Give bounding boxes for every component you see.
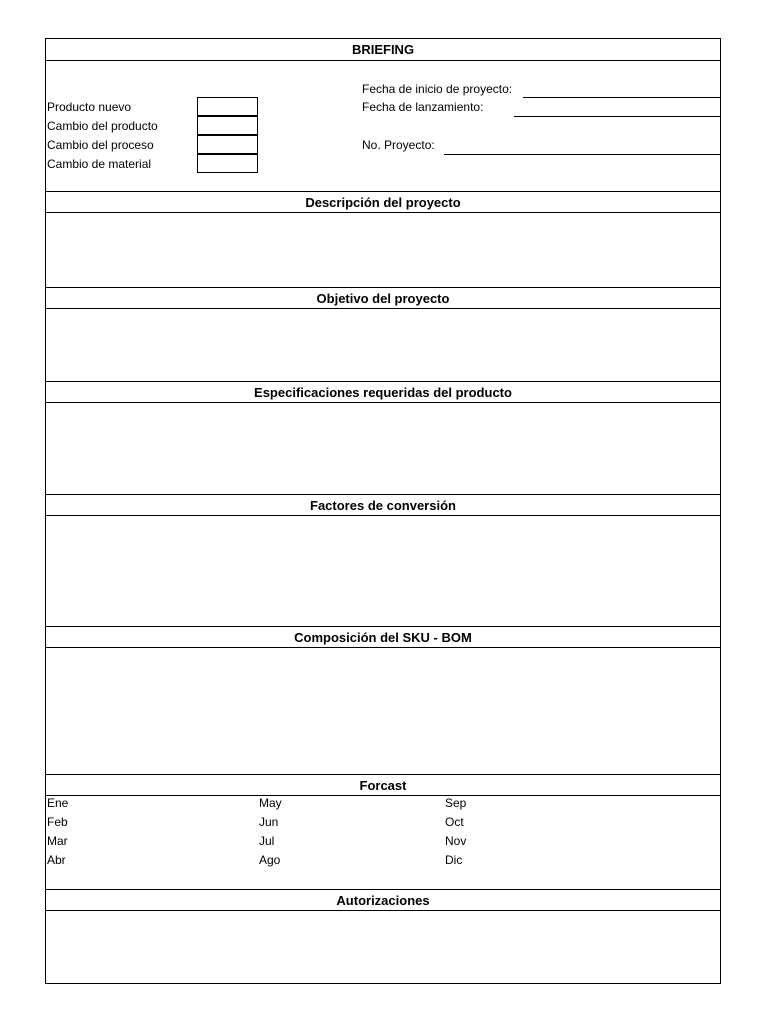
form-title: BRIEFING (46, 39, 720, 61)
month-oct: Oct (445, 815, 464, 829)
factores-area[interactable] (46, 516, 720, 626)
month-ago: Ago (259, 853, 281, 867)
section-descripcion-header: Descripción del proyecto (46, 191, 720, 213)
label-cambio-producto: Cambio del producto (47, 119, 158, 133)
checkbox-cambio-producto[interactable] (197, 116, 258, 135)
checkbox-cambio-proceso[interactable] (197, 135, 258, 154)
month-mar: Mar (47, 834, 68, 848)
no-proyecto-field[interactable] (444, 154, 720, 155)
section-factores-header: Factores de conversión (46, 494, 720, 516)
descripcion-area[interactable] (46, 213, 720, 287)
objetivo-area[interactable] (46, 309, 720, 381)
section-objetivo-header: Objetivo del proyecto (46, 287, 720, 309)
month-jun: Jun (259, 815, 279, 829)
briefing-form (45, 38, 721, 984)
month-feb: Feb (47, 815, 68, 829)
month-ene: Ene (47, 796, 69, 810)
month-abr: Abr (47, 853, 66, 867)
section-composicion-header: Composición del SKU - BOM (46, 626, 720, 648)
checkbox-cambio-material[interactable] (197, 154, 258, 173)
fecha-lanzamiento-field[interactable] (514, 116, 720, 117)
section-especificaciones-header: Especificaciones requeridas del producto (46, 381, 720, 403)
fecha-inicio-label: Fecha de inicio de proyecto: (362, 82, 513, 96)
autorizaciones-area[interactable] (46, 911, 720, 983)
composicion-area[interactable] (46, 648, 720, 774)
month-may: May (259, 796, 282, 810)
fecha-lanzamiento-label: Fecha de lanzamiento: (362, 100, 484, 114)
section-forcast-header: Forcast (46, 774, 720, 796)
checkbox-producto-nuevo[interactable] (197, 97, 258, 116)
especificaciones-area[interactable] (46, 403, 720, 494)
label-cambio-proceso: Cambio del proceso (47, 138, 154, 152)
month-nov: Nov (445, 834, 467, 848)
month-sep: Sep (445, 796, 467, 810)
label-producto-nuevo: Producto nuevo (47, 100, 132, 114)
fecha-inicio-field[interactable] (523, 97, 720, 98)
section-autorizaciones-header: Autorizaciones (46, 889, 720, 911)
month-jul: Jul (259, 834, 275, 848)
label-cambio-material: Cambio de material (47, 157, 152, 171)
month-dic: Dic (445, 853, 463, 867)
no-proyecto-label: No. Proyecto: (362, 138, 435, 152)
